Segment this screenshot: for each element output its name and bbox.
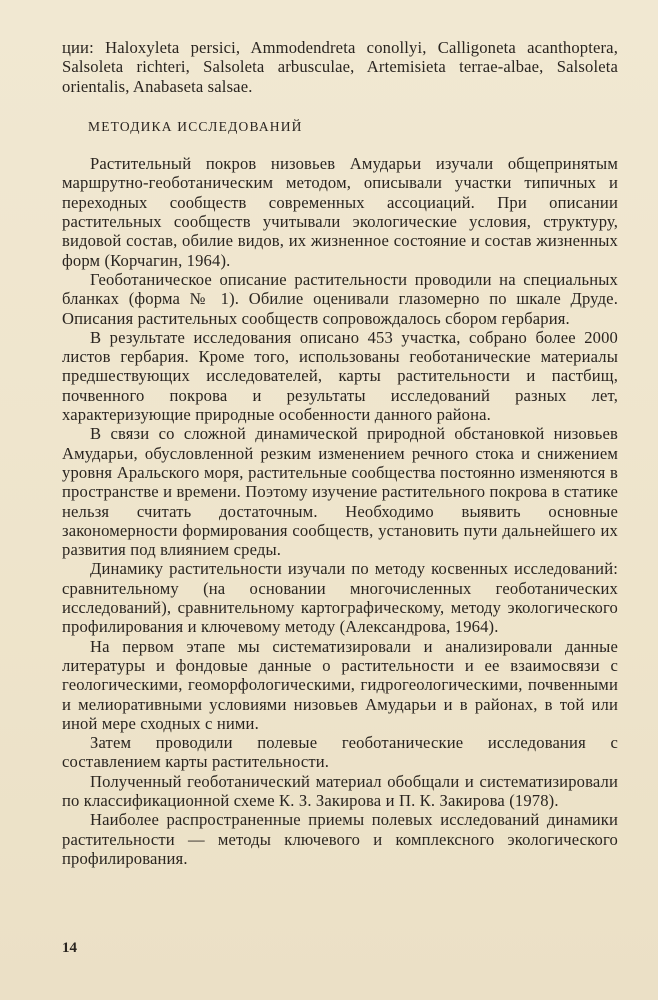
section-heading: МЕТОДИКА ИССЛЕДОВАНИЙ: [88, 118, 303, 134]
paragraph: Динамику растительности изучали по методу косвенных исследований: сравнительному (на основании многочисленных геоботанических исследований), сравнительному картографическому, методу экологического профилирования и ключевому методу (Александрова, 1964).: [62, 559, 618, 637]
intro-paragraph: ции: Haloxyleta persici, Ammodendreta conollyi, Calligoneta acanthoptera, Salsoleta richteri, Salsoleta arbusculae, Artemisieta terrae-albae, Salsoleta orientalis, Anabaseta salsae.: [62, 38, 618, 96]
paragraph: Полученный геоботанический материал обобщали и систематизировали по классификационной схеме К. З. Закирова и П. К. Закирова (1978).: [62, 771, 618, 810]
paragraph: Геоботаническое описание растительности проводили на специальных бланках (форма № 1). Обилие оценивали глазомерно по шкале Друде. Описания растительных сообществ сопровождалось сбором гербария.: [62, 269, 618, 328]
paragraph: В результате исследования описано 453 участка, собрано более 2000 листов гербария. Кроме того, использованы геоботанические материалы предшествующих исследователей, карты растительности и пастбищ, почвенного покрова и результаты исследований разных лет, характеризующие природные особенности данного района.: [62, 327, 618, 425]
paragraph: Растительный покров низовьев Амударьи изучали общепринятым маршрутно-геоботаническим методом, описывали участки типичных и переходных сообществ современных ассоциаций. При описании растительных сообществ учитывали экологические условия, структуру, видовой состав, обилие видов, их жизненное состояние и состав жизненных форм (Корчагин, 1964).: [62, 154, 618, 270]
paragraph: На первом этапе мы систематизировали и анализировали данные литературы и фондовые данные о растительности и ее взаимосвязи с геологическими, геоморфологическими, гидрогеологическими, почвенными и мелиоративными условиями низовьев Амударьи и в районах, в той или иной мере сходных с ними.: [62, 636, 618, 733]
paragraph: Наиболее распространенные приемы полевых исследований динамики растительности — методы ключевого и комплексного экологического профилирования.: [62, 810, 618, 868]
paragraph: Затем проводили полевые геоботанические исследования с составлением карты растительности.: [62, 733, 618, 772]
paragraph: В связи со сложной динамической природной обстановкой низовьев Амударьи, обусловленной резким изменением речного стока и снижением уровня Аральского моря, растительные сообщества постоянно изменяются в пространстве и времени. Поэтому изучение растительного покрова в статике нельзя считать достаточным. Необходимо выявить основные закономерности формирования сообществ, установить пути дальнейшего их развития под влиянием среды.: [62, 424, 618, 560]
page-number: 14: [62, 940, 77, 956]
body-text: [62, 38, 618, 868]
